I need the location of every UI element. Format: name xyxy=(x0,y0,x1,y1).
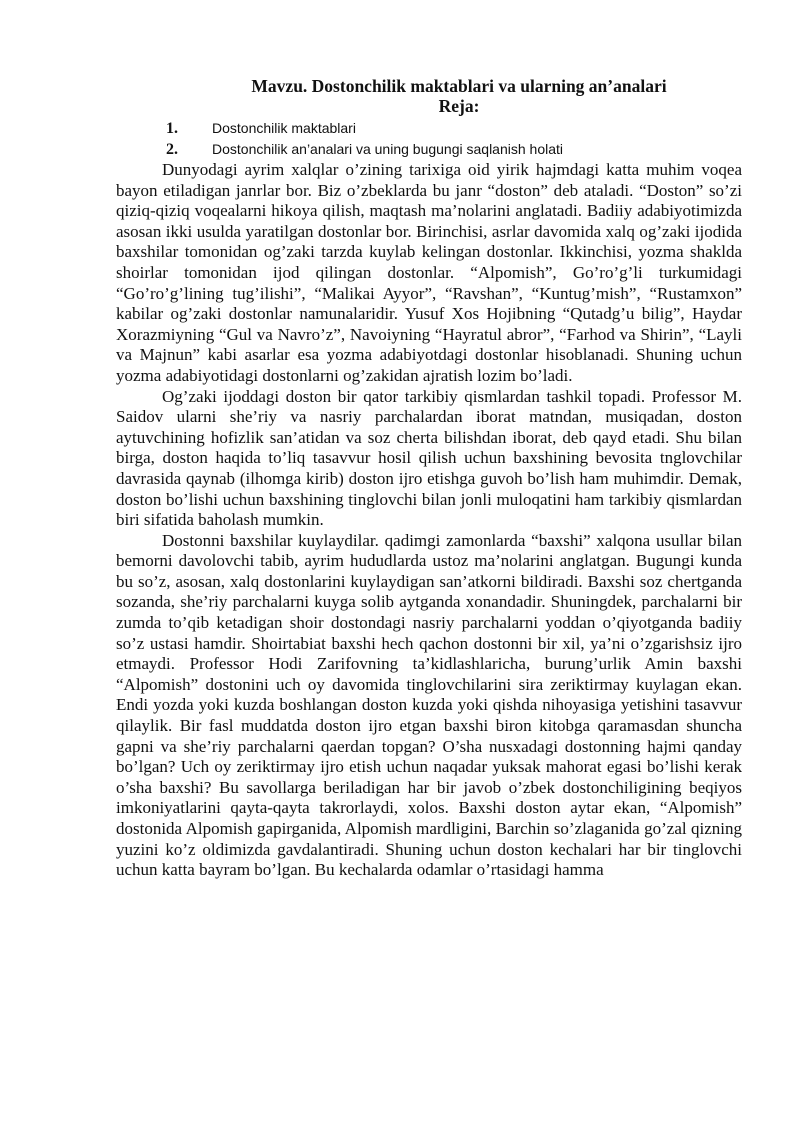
plan-item-number: 2. xyxy=(166,141,178,158)
body-paragraph: Dunyodagi ayrim xalqlar o’zining tarixiga oid yirik hajmdagi katta muhim voqea bayon etiladigan janrlar bor. Biz o’zbeklarda bu janr “doston” deb ataladi. “Doston” so’zi qiziq-qiziq voqealarni hikoya qilish, maqtash ma’nolarini anglatadi. Badiiy adabiyotimizda asosan ikki usulda yaratilgan dostonlar bor. Birinchisi, asrlar davomida xalq og’zaki ijodida baxshilar tomonidan og’zaki tarzda kuylab kelingan dostonlar. Ikkinchisi, yozma shaklda shoirlar tomonidan ijod qilingan dostonlar. “Alpomish”, Go’ro’g’li turkumidagi “Go’ro’g’lining tug’ilishi”, “Malikai Ayyor”, “Ravshan”, “Kuntug’mish”, “Rustamxon” kabilar og’zaki dostonlar namunalaridir. Yusuf Xos Hojibning “Qutadg’u bilig”, Haydar Xorazmiyning “Gul va Navro’z”, Navoiyning “Hayratul abror”, “Farhod va Shirin”, “Layli va Majnun” kabi asarlar esa yozma adabiyotdagi dostonlar hisoblanadi. Shuning uchun yozma adabiyotidagi dostonlarni og’zakidan ajratish lozim bo’ladi. xyxy=(116,160,742,385)
plan-item xyxy=(116,118,742,139)
plan-item-text: Dostonchilik maktablari xyxy=(212,120,356,136)
document-title: Mavzu. Dostonchilik maktablari va ularning an’analari xyxy=(251,76,667,96)
body-paragraph: Og’zaki ijoddagi doston bir qator tarkibiy qismlardan tashkil topadi. Professor M. Saidov ularni she’riy va nasriy parchalardan iborat matndan, musiqadan, doston aytuvchining hofizlik san’atidan va soz cherta bilishdan iborat, deb qayd etadi. Shu bilan birga, doston haqida to’liq tasavvur hosil qilish uchun baxshining bevosita tnglovchilar davrasida qaynab (ilhomga kirib) doston ijro etishga guvoh bo’lish ham muhimdir. Demak, doston bo’lishi uchun baxshining tinglovchi bilan jonli muloqatini ham tarkibiy qismlardan biri sifatida baholash mumkin. xyxy=(116,386,742,530)
plan-heading: Reja: xyxy=(438,96,480,116)
plan-list xyxy=(116,118,742,160)
body-paragraph: Dostonni baxshilar kuylaydilar. qadimgi zamonlarda “baxshi” xalqona usullar bilan bemorni davolovchi tabib, ayrim hududlarda ustoz ma’nolarini anglatgan. Bugungi kunda bu so’z, asosan, xalq dostonlarini kuylaydigan san’atkorni bildiradi. Baxshi soz chertganda sozanda, she’riy parchalarni kuyga solib aytganda xonandadir. Shuningdek, parchalarni bir zumda to’qib ketadigan shoir dostondagi nasriy parchalarni yoddan o’qiyotganda badiiy so’z ustasi hamdir. Shoirtabiat baxshi hech qachon dostonni bir xil, ya’ni o’zgarishsiz ijro etmaydi. Professor Hodi Zarifovning ta’kidlashlaricha, burung’urlik Amin baxshi “Alpomish” dostonini uch oy davomida tinglovchilarini sira zeriktirmay kuylagan ekan. Endi yozda yoki kuzda boshlangan doston kuzda yoki qishda nihoyasiga yetishini tasavvur qilaylik. Bir fasl muddatda doston ijro etgan baxshi biron kitobga qaramasdan shuncha gapni va she’riy parchalarni qaerdan topgan? O’sha nusxadagi dostonning hajmi qanday bo’lgan? Uch oy zeriktirmay ijro etish uchun naqadar yuksak mahorat egasi bo’lishi kerak o’sha baxshi? Bu savollarga beriladigan har bir javob o’zbek dostonchiligining beqiyos imkoniyatlarini qayta-qayta takrorlaydi, xolos. Baxshi doston aytar ekan, “Alpomish” dostonida Alpomish gapirganida, Alpomish mardligini, Barchin so’zlaganida go’zal qizning yuzini ko’z oldimizda gavdalantiradi. Shuning uchun doston kechalari har bir tinglovchi uchun katta bayram bo’lgan. Bu kechalarda odamlar o’rtasidagi hamma xyxy=(116,530,742,880)
plan-item-number: 1. xyxy=(166,120,178,137)
plan-item-text: Dostonchilik an’analari va uning bugungi saqlanish holati xyxy=(212,141,564,157)
document-page xyxy=(116,76,742,881)
plan-item xyxy=(116,139,742,160)
